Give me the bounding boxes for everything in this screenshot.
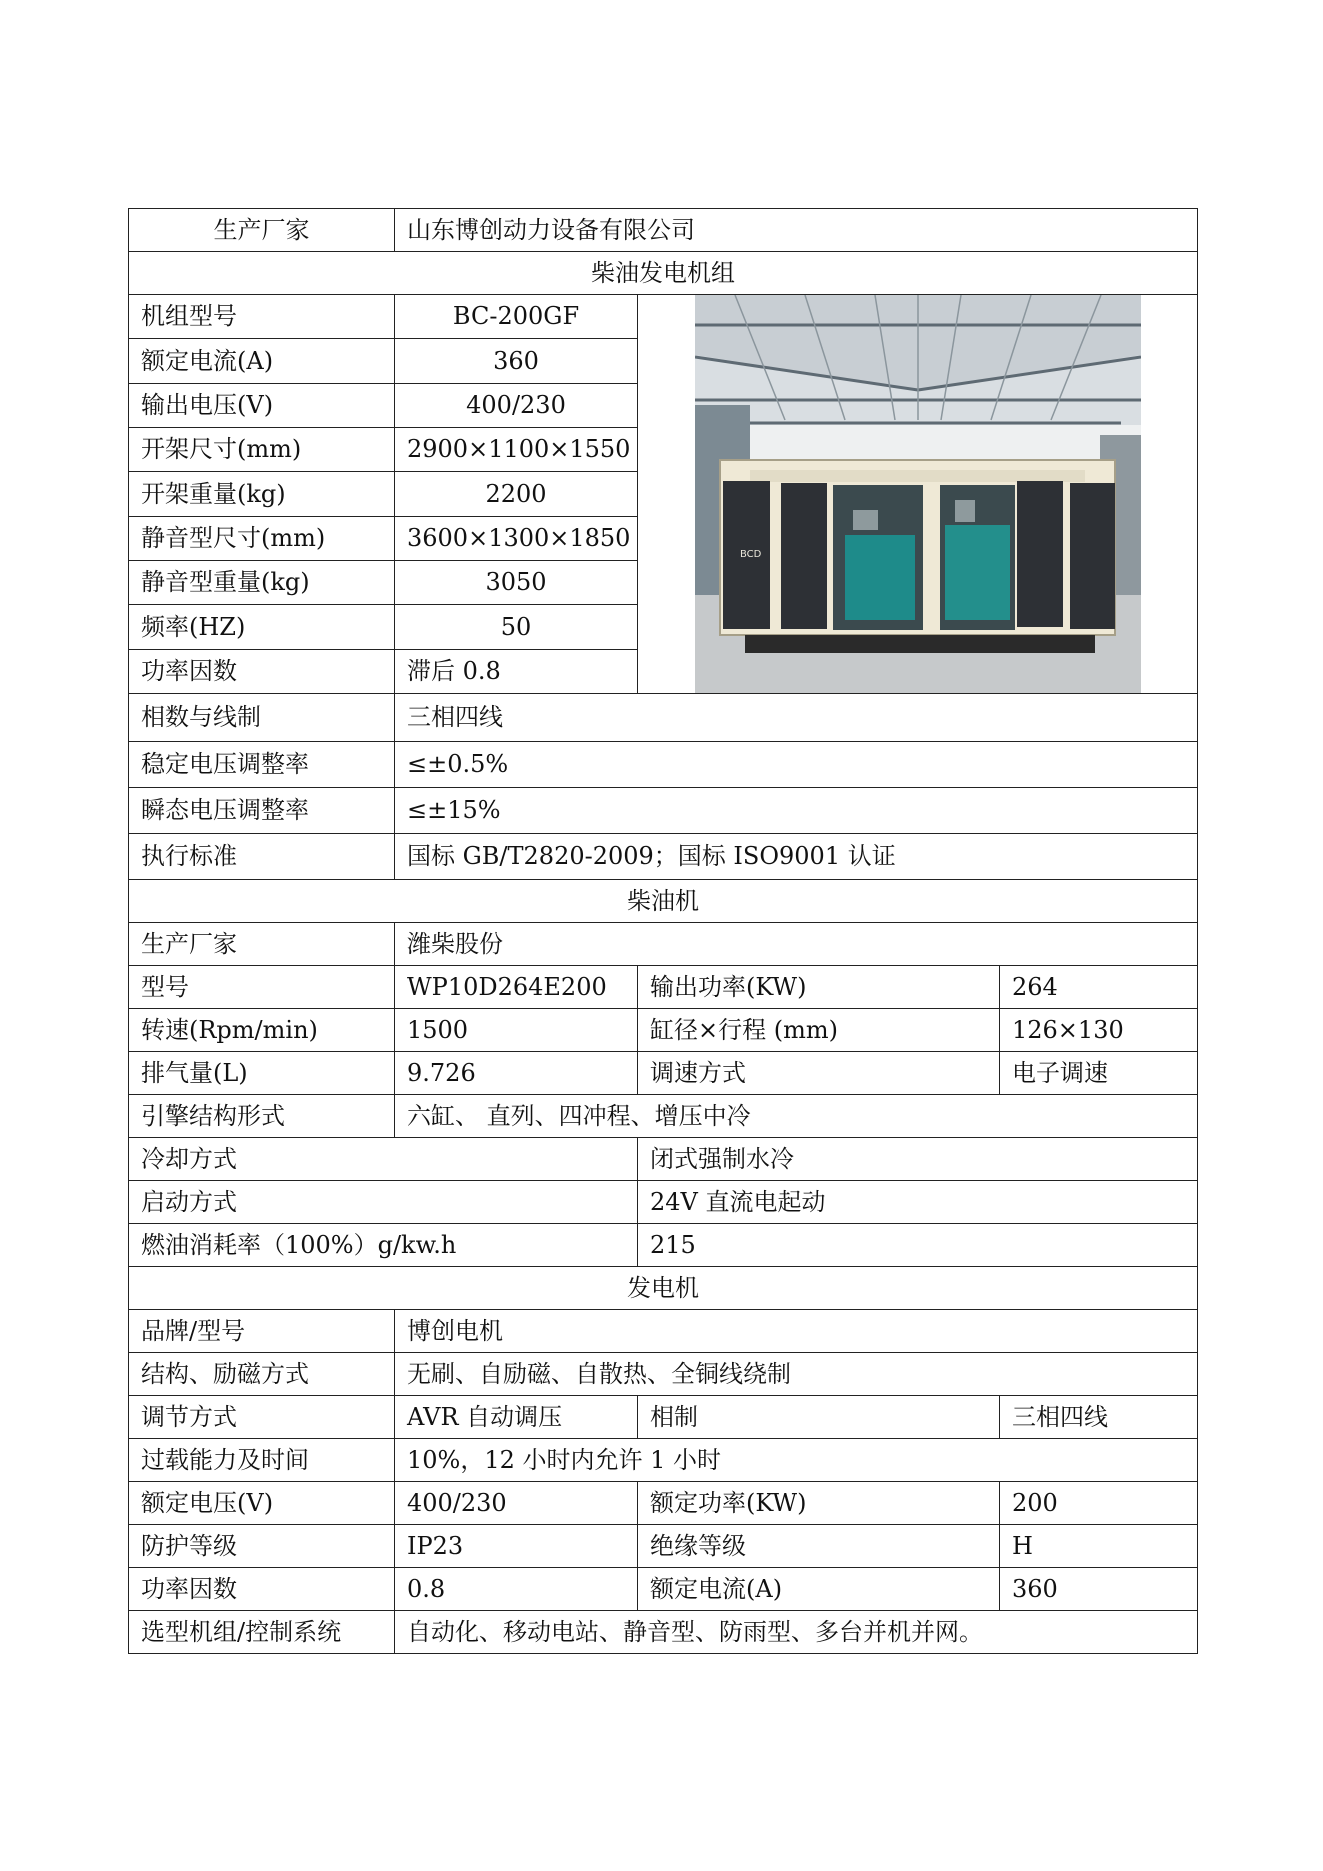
generator-excitation-row (129, 1353, 1198, 1396)
genset-wide-value: 三相四线 (395, 694, 1198, 742)
genset-value: 2900×1100×1550 (395, 427, 638, 471)
engine-value-1: 1500 (395, 1009, 638, 1052)
generator-value-1: 400/230 (395, 1482, 638, 1525)
genset-value: 3600×1300×1850 (395, 516, 638, 560)
engine-quad-row (129, 1052, 1198, 1095)
engine-value-2: 电子调速 (1000, 1052, 1198, 1095)
spec-table (128, 208, 1198, 1654)
genset-value: 2200 (395, 472, 638, 516)
genset-wide-label: 稳定电压调整率 (129, 742, 395, 788)
genset-wide-label: 执行标准 (129, 834, 395, 880)
maker-value: 山东博创动力设备有限公司 (395, 209, 1198, 252)
generator-options-value: 自动化、移动电站、静音型、防雨型、多台并机并网。 (395, 1611, 1198, 1654)
engine-structure-value: 六缸、 直列、四冲程、增压中冷 (395, 1095, 1198, 1138)
generator-brand-label: 品牌/型号 (129, 1310, 395, 1353)
genset-value: BC-200GF (395, 295, 638, 339)
engine-section-title: 柴油机 (129, 880, 1198, 923)
engine-maker-value: 潍柴股份 (395, 923, 1198, 966)
generator-quad-row (129, 1568, 1198, 1611)
engine-label-1: 转速(Rpm/min) (129, 1009, 395, 1052)
generator-quad-row (129, 1482, 1198, 1525)
genset-wide-row (129, 788, 1198, 834)
engine-label-1: 型号 (129, 966, 395, 1009)
generator-regulation-row (129, 1396, 1198, 1439)
generator-value-2: H (1000, 1525, 1198, 1568)
generator-excitation-value: 无刷、自励磁、自散热、全铜线绕制 (395, 1353, 1198, 1396)
generator-options-label: 选型机组/控制系统 (129, 1611, 395, 1654)
genset-label: 功率因数 (129, 649, 395, 693)
generator-overload-label: 过载能力及时间 (129, 1439, 395, 1482)
genset-wide-label: 瞬态电压调整率 (129, 788, 395, 834)
maker-label: 生产厂家 (129, 209, 395, 252)
generator-value-1: 0.8 (395, 1568, 638, 1611)
engine-label-1: 排气量(L) (129, 1052, 395, 1095)
genset-photo (695, 295, 1141, 693)
genset-value: 50 (395, 605, 638, 649)
generator-brand-value: 博创电机 (395, 1310, 1198, 1353)
engine-value-1: 9.726 (395, 1052, 638, 1095)
maker-row (129, 209, 1198, 252)
engine-maker-label: 生产厂家 (129, 923, 395, 966)
genset-row (129, 295, 1198, 339)
generator-label-1: 额定电压(V) (129, 1482, 395, 1525)
genset-section-title: 柴油发电机组 (129, 252, 1198, 295)
enclosure-logo: BCD (740, 549, 762, 560)
genset-value: 360 (395, 339, 638, 383)
genset-label: 频率(HZ) (129, 605, 395, 649)
engine-half-row (129, 1138, 1198, 1181)
engine-value-2: 264 (1000, 966, 1198, 1009)
generator-excitation-label: 结构、励磁方式 (129, 1353, 395, 1396)
engine-label-2: 缸径×行程 (mm) (638, 1009, 1000, 1052)
generator-label-1: 调节方式 (129, 1396, 395, 1439)
engine-quad-row (129, 1009, 1198, 1052)
engine-half-value: 215 (638, 1224, 1198, 1267)
genset-label: 开架重量(kg) (129, 472, 395, 516)
genset-label: 静音型重量(kg) (129, 560, 395, 604)
engine-section-header (129, 880, 1198, 923)
generator-label-2: 绝缘等级 (638, 1525, 1000, 1568)
genset-wide-value: 国标 GB/T2820-2009；国标 ISO9001 认证 (395, 834, 1198, 880)
generator-overload-row (129, 1439, 1198, 1482)
genset-label: 输出电压(V) (129, 383, 395, 427)
genset-label: 机组型号 (129, 295, 395, 339)
engine-half-value: 闭式强制水冷 (638, 1138, 1198, 1181)
engine-label-2: 调速方式 (638, 1052, 1000, 1095)
engine-structure-row (129, 1095, 1198, 1138)
engine-value-2: 126×130 (1000, 1009, 1198, 1052)
genset-wide-row (129, 694, 1198, 742)
genset-wide-label: 相数与线制 (129, 694, 395, 742)
generator-brand-row (129, 1310, 1198, 1353)
engine-half-label: 冷却方式 (129, 1138, 638, 1181)
genset-value: 滞后 0.8 (395, 649, 638, 693)
genset-wide-row (129, 834, 1198, 880)
generator-value-1: IP23 (395, 1525, 638, 1568)
genset-value: 400/230 (395, 383, 638, 427)
generator-value-2: 360 (1000, 1568, 1198, 1611)
generator-options-row (129, 1611, 1198, 1654)
generator-section-header (129, 1267, 1198, 1310)
genset-label: 额定电流(A) (129, 339, 395, 383)
genset-photo-cell (638, 295, 1198, 694)
generator-label-1: 功率因数 (129, 1568, 395, 1611)
generator-value-2: 三相四线 (1000, 1396, 1198, 1439)
engine-half-label: 燃油消耗率（100%）g/kw.h (129, 1224, 638, 1267)
engine-half-row (129, 1224, 1198, 1267)
generator-overload-value: 10%，12 小时内允许 1 小时 (395, 1439, 1198, 1482)
engine-half-value: 24V 直流电起动 (638, 1181, 1198, 1224)
genset-label: 静音型尺寸(mm) (129, 516, 395, 560)
engine-value-1: WP10D264E200 (395, 966, 638, 1009)
generator-label-1: 防护等级 (129, 1525, 395, 1568)
generator-value-2: 200 (1000, 1482, 1198, 1525)
generator-label-2: 相制 (638, 1396, 1000, 1439)
spec-sheet (128, 208, 1197, 1654)
engine-maker-row (129, 923, 1198, 966)
engine-half-label: 启动方式 (129, 1181, 638, 1224)
genset-wide-value: ≤±0.5% (395, 742, 1198, 788)
genset-wide-value: ≤±15% (395, 788, 1198, 834)
generator-quad-row (129, 1525, 1198, 1568)
engine-structure-label: 引擎结构形式 (129, 1095, 395, 1138)
genset-wide-row (129, 742, 1198, 788)
generator-label-2: 额定电流(A) (638, 1568, 1000, 1611)
genset-section-header (129, 252, 1198, 295)
genset-value: 3050 (395, 560, 638, 604)
genset-label: 开架尺寸(mm) (129, 427, 395, 471)
engine-label-2: 输出功率(KW) (638, 966, 1000, 1009)
engine-quad-row (129, 966, 1198, 1009)
engine-half-row (129, 1181, 1198, 1224)
generator-value-1: AVR 自动调压 (395, 1396, 638, 1439)
generator-section-title: 发电机 (129, 1267, 1198, 1310)
generator-label-2: 额定功率(KW) (638, 1482, 1000, 1525)
genset-photo-illustration (695, 295, 1141, 693)
